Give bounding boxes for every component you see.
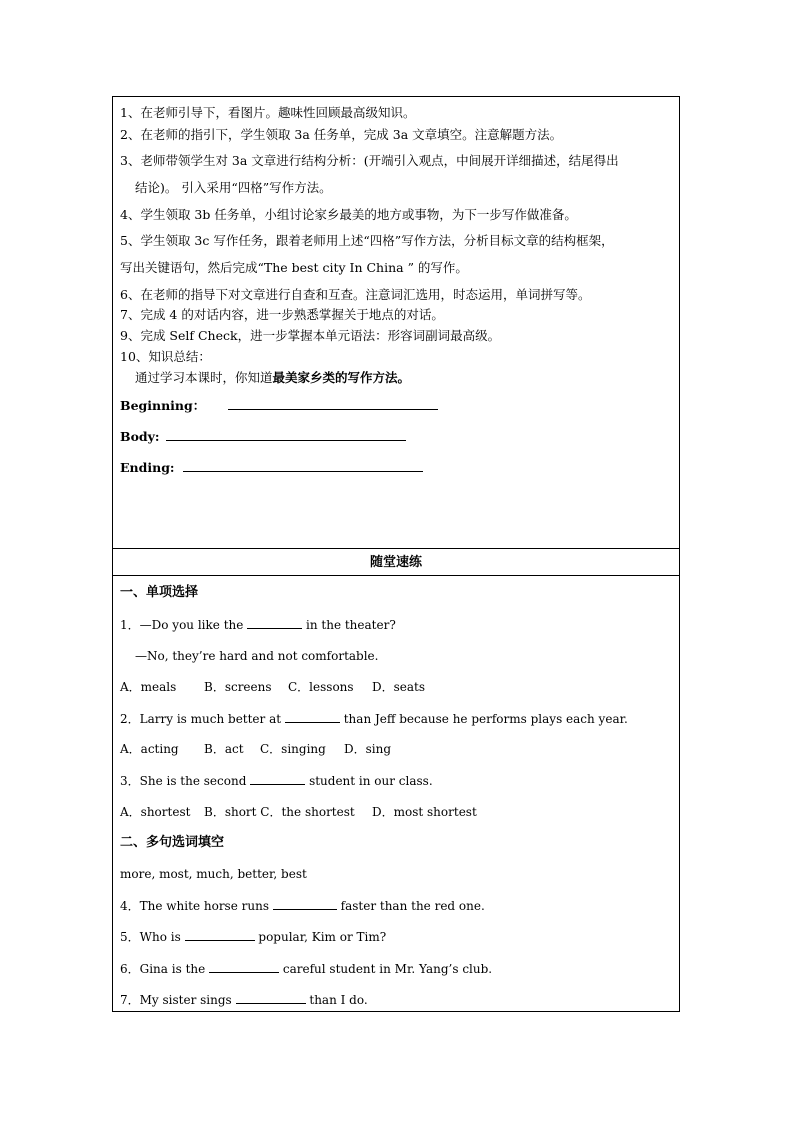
ending-row: [120, 459, 423, 476]
question-6-tail: careful student in Mr. Yang’s club.: [282, 962, 493, 976]
step-10: 10、知识总结：: [120, 349, 211, 364]
summary-bold: 最美家乡类的写作方法。: [272, 370, 411, 385]
question-5-stem: 5．Who is: [120, 930, 181, 944]
beginning-row: [120, 397, 438, 414]
step-1: 1、在老师引导下，看图片。趣味性回顾最高级知识。: [120, 105, 416, 120]
question-2-options: [120, 741, 391, 757]
question-7-tail: than I do.: [309, 993, 368, 1007]
question-6: [120, 960, 492, 977]
step-5-line-2: 写出关键语句，然后完成“The best city In China ” 的写作。: [120, 260, 468, 275]
summary-line: [135, 370, 410, 386]
question-1-blank: [247, 616, 302, 629]
step-3-line-2: 结论)。 引入采用“四格”写作方法。: [135, 180, 332, 195]
option-d: D．seats: [372, 680, 426, 694]
question-1-tail: in the theater?: [306, 618, 396, 632]
question-5-tail: popular, Kim or Tim?: [258, 930, 387, 944]
step-9: 9、完成 Self Check，进一步掌握本单元语法：形容词副词最高级。: [120, 328, 501, 343]
ending-blank: [183, 459, 423, 472]
question-1: [120, 616, 396, 633]
question-4-stem: 4．The white horse runs: [120, 899, 269, 913]
practice-title: 随堂速练: [113, 549, 679, 576]
option-c: C．singing: [260, 742, 326, 756]
beginning-label: Beginning：: [120, 398, 206, 413]
word-bank: more, most, much, better, best: [120, 867, 307, 881]
question-2-blank: [285, 710, 340, 723]
question-7: [120, 991, 368, 1008]
step-5-line-1: 5、学生领取 3c 写作任务，跟着老师用上述“四格”写作方法，分析目标文章的结构框架，: [120, 233, 614, 248]
question-1-reply: —No, they’re hard and not comfortable.: [135, 649, 379, 663]
question-2-tail: than Jeff because he performs plays each year.: [343, 712, 628, 726]
lesson-table: [112, 96, 680, 1012]
body-row: [120, 428, 406, 445]
option-c: C．lessons: [288, 680, 354, 694]
question-6-blank: [209, 960, 279, 973]
question-3-tail: student in our class.: [309, 774, 433, 788]
question-3-blank: [250, 772, 305, 785]
option-b: B．act: [204, 742, 244, 756]
step-3-line-1: 3、老师带领学生对 3a 文章进行结构分析：(开端引入观点，中间展开详细描述，结尾得出: [120, 153, 619, 168]
step-2: 2、在老师的指引下，学生领取 3a 任务单，完成 3a 文章填空。注意解题方法。: [120, 127, 563, 142]
step-7: 7、完成 4 的对话内容，进一步熟悉掌握关于地点的对话。: [120, 307, 444, 322]
question-2-stem: 2．Larry is much better at: [120, 712, 282, 726]
question-4: [120, 897, 485, 914]
question-4-tail: faster than the red one.: [340, 899, 485, 913]
procedure-section: [113, 97, 679, 549]
question-3-stem: 3．She is the second: [120, 774, 247, 788]
option-d: D．most shortest: [372, 805, 477, 819]
question-1-options: [120, 679, 425, 695]
section-2-title: 二、多句选词填空: [120, 835, 225, 850]
option-a: A．shortest: [120, 805, 191, 819]
question-7-stem: 7．My sister sings: [120, 993, 232, 1007]
question-6-stem: 6．Gina is the: [120, 962, 206, 976]
step-6: 6、在老师的指导下对文章进行自查和互查。注意词汇选用，时态运用，单词拼写等。: [120, 287, 591, 302]
section-1-title: 一、单项选择: [120, 585, 199, 600]
ending-label: Ending:: [120, 460, 175, 475]
beginning-blank: [228, 397, 438, 410]
question-3: [120, 772, 433, 789]
option-a: A．acting: [120, 742, 179, 756]
question-2: [120, 710, 628, 727]
question-5-blank: [185, 928, 255, 941]
body-label: Body:: [120, 429, 160, 444]
question-4-blank: [273, 897, 337, 910]
option-d: D．sing: [344, 742, 392, 756]
question-3-options: [120, 804, 477, 820]
step-4: 4、学生领取 3b 任务单，小组讨论家乡最美的地方或事物，为下一步写作做准备。: [120, 207, 577, 222]
question-1-stem: 1．—Do you like the: [120, 618, 244, 632]
option-b-c: B．short C．the shortest: [204, 805, 355, 819]
question-7-blank: [236, 991, 306, 1004]
question-5: [120, 928, 386, 945]
summary-plain: 通过学习本课时，你知道: [135, 370, 273, 385]
body-blank: [166, 428, 406, 441]
option-a: A．meals: [120, 680, 177, 694]
option-b: B．screens: [204, 680, 272, 694]
